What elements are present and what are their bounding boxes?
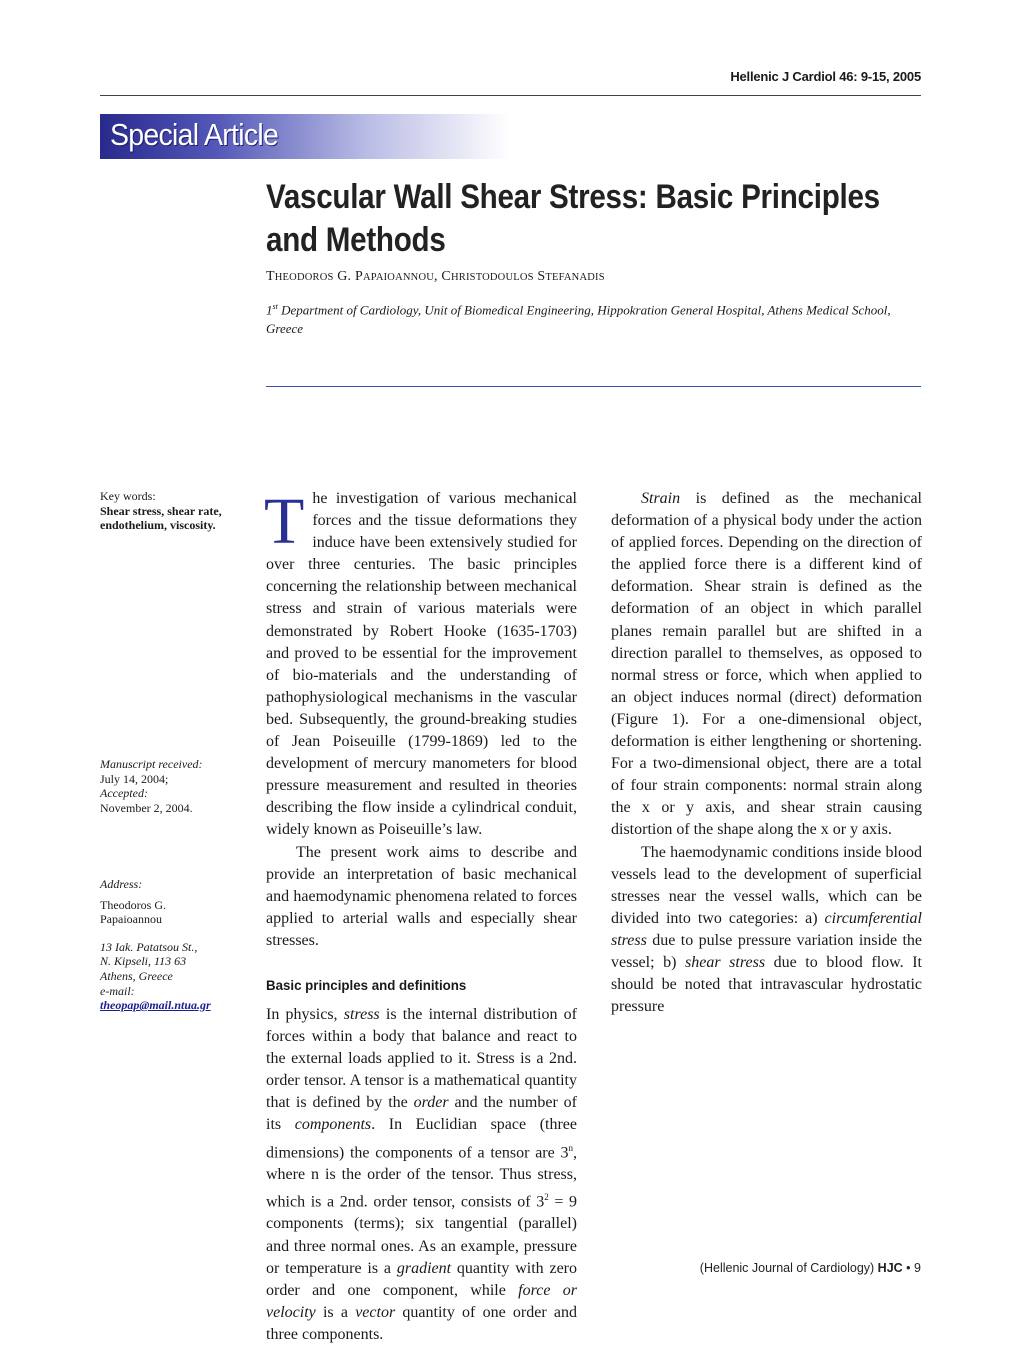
author-list: THEODOROS G. PAPAIOANNOU, CHRISTODOULOS STEFANADIS [266,269,605,284]
keywords-label: Key words: [100,489,156,503]
received-date: July 14, 2004; [100,771,169,786]
footer-journal: (Hellenic Journal of Cardiology) [699,1261,875,1275]
address-name: Papaioannou [100,912,162,927]
section-heading: Basic principles and definitions [266,976,467,993]
drop-cap: T [264,485,305,558]
journal-reference: Hellenic J Cardiol 46: 9-15, 2005 [730,69,921,84]
strain-paragraph: Strain is defined as the mechanical deformation of a physical body under the action of applied forces. Depending on the direction of the applied force there is a different kind of deformation. Shear strain is defined as the deformation of an object in which parallel planes remain parallel but are shifted in a direction parallel to themselves, as opposed to normal stress or force, which when applied to an object induces normal (direct) deformation (Figure 1). For a one-dimensional object, deformation is either lengthening or shortening. For a two-dimensional object, there are a total of four strain components: normal strain along the x or y axis, and shear strain causing distortion of the shape along the x or y axis. [611,490,922,839]
author-affiliation: 1st Department of Cardiology, Unit of Biomedical Engineering, Hippokration General Hospital, Athens Medical School, Greece [266,302,891,337]
footer-bullet: • [906,1261,911,1275]
manuscript-dates [100,757,235,815]
email-label: e-mail: [100,983,135,998]
section-banner-label: Special Article [110,117,279,152]
author-2: CHRISTODOULOS STEFANADIS [441,269,605,284]
author-1: THEODOROS G. PAPAIOANNOU [266,269,435,284]
address-block [100,877,235,1013]
accepted-date: November 2, 2004. [100,800,193,815]
title-rule [266,386,921,387]
address-label: Address: [100,877,143,891]
body-column-right [611,488,922,1018]
page-number: 9 [914,1261,921,1275]
address-name: Theodoros G. [100,897,166,912]
received-label: Manuscript received: [100,757,203,771]
keywords-block [100,489,235,533]
address-line: N. Kipseli, 113 63 [100,954,187,969]
article-title: Vascular Wall Shear Stress: Basic Principles and Methods [266,178,880,259]
intro-paragraph: The investigation of various mechanical forces and the tissue deformations they induce have been extensively studied for over three centuries. The basic principles concerning the relationship between mechanical stress and strain of various materials were demonstrated by Robert Hooke (1635-1703) and proved to be essential for the improvement of bio-materials and the understanding of pathophysiological mechanisms in the vascular bed. Subsequently, the ground-breaking studies of Jean Poiseuille (1799-1869) led to the development of mercury manometers for blood pressure measurement and resulted in theories describing the flow inside a cylindrical conduit, widely known as Poiseuille’s law. [264,485,577,839]
address-line: Athens, Greece [100,968,173,983]
stress-paragraph: In physics, stress is the internal distribution of forces within a body that balance and react to the external loads applied to it. Stress is a 2nd. order tensor. A tensor is a mathematical quantity that is defined by the order and the number of its components. In Euclidian space (three dimensions) the components of a tensor are 3$^n$, where n is the order of the tensor. Thus stress, which is a 2nd. order tensor, consists of $3^2 = 9$ components (terms); six tangential (parallel) and three normal ones. As an example, pressure or temperature is a gradient quantity with zero order and one component, while force or velocity is a vector quantity of one order and three components. [266,1005,578,1343]
page-footer [700,1261,921,1275]
keywords-list: Shear stress, shear rate, endothelium, viscosity. [100,503,222,533]
aim-paragraph: The present work aims to describe and provide an interpretation of basic mechanical and haemodynamic phenomena related to forces applied to arterial walls and especially shear stresses. [266,843,577,949]
body-column-left [264,485,578,1346]
address-line: 13 Iak. Patatsou St., [100,939,198,954]
footer-abbrev: HJC [877,1261,903,1275]
haemodynamic-paragraph: The haemodynamic conditions inside blood vessels lead to the development of superficial stresses near the vessel walls, which can be divided into two categories: a) circumferential stress due to pulse pressure variation inside the vessel; b) shear stress due to blood flow. It should be noted that intravascular hydrostatic pressure [611,843,923,1016]
header-rule [100,95,921,96]
email-link[interactable]: theopap@mail.ntua.gr [100,998,211,1013]
accepted-label: Accepted: [100,786,148,801]
